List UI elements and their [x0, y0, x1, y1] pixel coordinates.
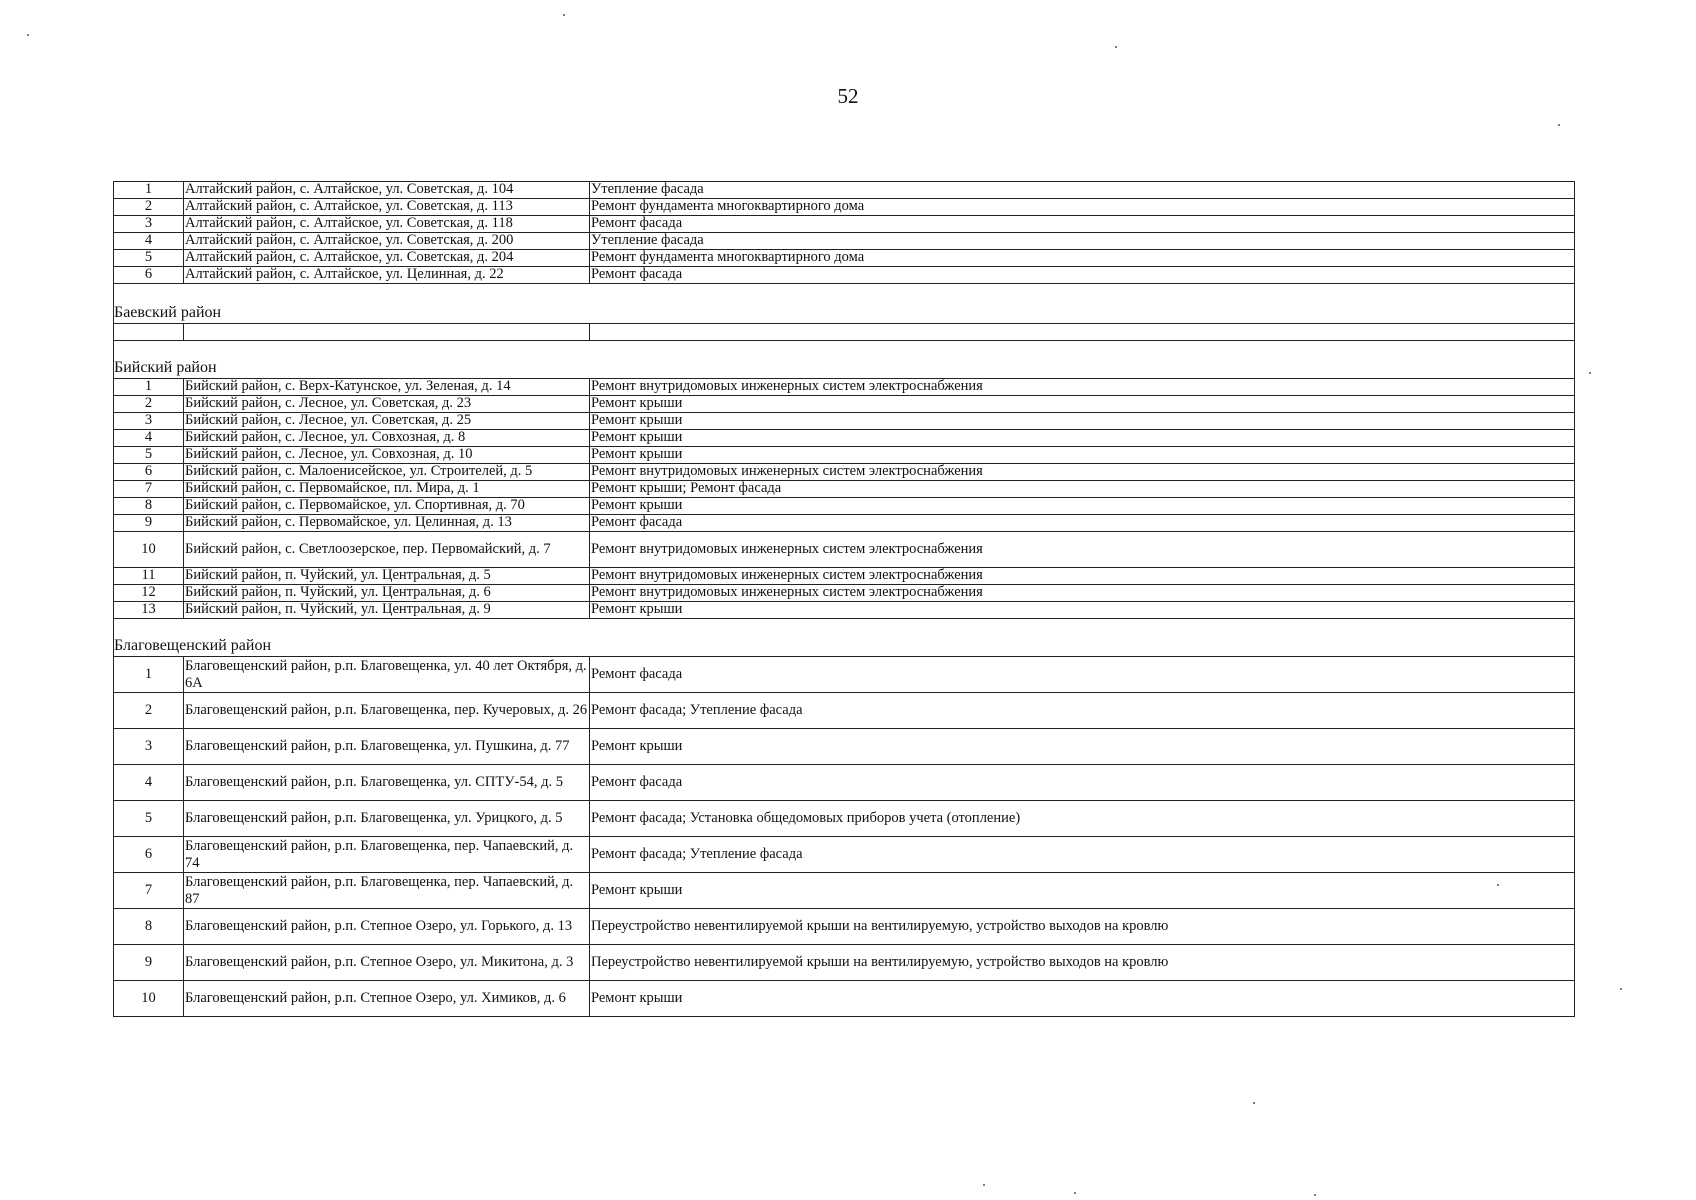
table-row [114, 447, 1575, 464]
repair-list-table [113, 181, 1575, 1017]
address-cell: Бийский район, с. Лесное, ул. Советская, д. 23 [184, 396, 590, 413]
row-number: 4 [114, 765, 184, 801]
work-type-cell: Ремонт внутридомовых инженерных систем электроснабжения [590, 532, 1575, 568]
work-type-cell: Ремонт крыши [590, 873, 1575, 909]
work-type-cell: Ремонт крыши [590, 430, 1575, 447]
row-number: 8 [114, 909, 184, 945]
address-cell: Благовещенский район, р.п. Благовещенка, ул. Пушкина, д. 77 [184, 729, 590, 765]
address-cell: Благовещенский район, р.п. Благовещенка, пер. Чапаевский, д. 74 [184, 837, 590, 873]
scan-speck [1074, 1192, 1076, 1194]
row-number: 11 [114, 568, 184, 585]
scan-speck [1558, 124, 1560, 126]
work-type-cell: Ремонт фасада [590, 216, 1575, 233]
scan-speck [1589, 372, 1591, 374]
row-number: 9 [114, 945, 184, 981]
work-type-cell: Ремонт крыши [590, 729, 1575, 765]
table-row [114, 481, 1575, 498]
row-number: 5 [114, 801, 184, 837]
scan-speck [1253, 1102, 1255, 1104]
table-row [114, 602, 1575, 619]
row-number: 2 [114, 199, 184, 216]
row-number: 7 [114, 481, 184, 498]
address-cell: Алтайский район, с. Алтайское, ул. Советская, д. 204 [184, 250, 590, 267]
address-cell: Благовещенский район, р.п. Степное Озеро, ул. Химиков, д. 6 [184, 981, 590, 1017]
address-cell: Алтайский район, с. Алтайское, ул. Советская, д. 113 [184, 199, 590, 216]
work-type-cell: Переустройство невентилируемой крыши на вентилируемую, устройство выходов на кровлю [590, 945, 1575, 981]
empty-row [114, 324, 1575, 341]
section-row [114, 619, 1575, 657]
table-row [114, 233, 1575, 250]
row-number: 4 [114, 430, 184, 447]
scan-speck [1620, 988, 1622, 990]
address-cell: Бийский район, п. Чуйский, ул. Центральная, д. 6 [184, 585, 590, 602]
work-type-cell: Ремонт крыши [590, 447, 1575, 464]
row-number: 2 [114, 693, 184, 729]
table-row [114, 837, 1575, 873]
row-number: 4 [114, 233, 184, 250]
table-row [114, 413, 1575, 430]
row-number: 1 [114, 379, 184, 396]
table-row [114, 873, 1575, 909]
row-number: 1 [114, 182, 184, 199]
work-type-cell: Ремонт фасада [590, 765, 1575, 801]
address-cell [184, 324, 590, 341]
table-row [114, 250, 1575, 267]
table-row [114, 945, 1575, 981]
address-cell: Благовещенский район, р.п. Благовещенка, пер. Кучеровых, д. 26 [184, 693, 590, 729]
work-type-cell: Ремонт фасада [590, 267, 1575, 284]
work-type-cell: Ремонт внутридомовых инженерных систем электроснабжения [590, 464, 1575, 481]
scan-speck [27, 34, 29, 36]
row-number: 12 [114, 585, 184, 602]
row-number: 5 [114, 447, 184, 464]
section-row [114, 284, 1575, 324]
address-cell: Благовещенский район, р.п. Благовещенка, ул. Урицкого, д. 5 [184, 801, 590, 837]
work-type-cell: Ремонт крыши [590, 602, 1575, 619]
address-cell: Благовещенский район, р.п. Благовещенка, ул. 40 лет Октября, д. 6А [184, 657, 590, 693]
address-cell: Алтайский район, с. Алтайское, ул. Целинная, д. 22 [184, 267, 590, 284]
work-type-cell: Ремонт внутридомовых инженерных систем электроснабжения [590, 585, 1575, 602]
section-title: Бийский район [114, 341, 1575, 379]
table-row [114, 267, 1575, 284]
table-row [114, 801, 1575, 837]
row-number: 8 [114, 498, 184, 515]
table-row [114, 693, 1575, 729]
address-cell: Бийский район, с. Лесное, ул. Советская, д. 25 [184, 413, 590, 430]
table-row [114, 216, 1575, 233]
work-type-cell: Переустройство невентилируемой крыши на вентилируемую, устройство выходов на кровлю [590, 909, 1575, 945]
address-cell: Бийский район, с. Лесное, ул. Совхозная, д. 10 [184, 447, 590, 464]
address-cell: Алтайский район, с. Алтайское, ул. Советская, д. 118 [184, 216, 590, 233]
work-type-cell: Ремонт фасада; Утепление фасада [590, 837, 1575, 873]
row-number: 3 [114, 413, 184, 430]
table-row [114, 585, 1575, 602]
row-number: 2 [114, 396, 184, 413]
table-row [114, 657, 1575, 693]
row-number: 3 [114, 216, 184, 233]
table-row [114, 199, 1575, 216]
work-type-cell: Ремонт фасада; Установка общедомовых приборов учета (отопление) [590, 801, 1575, 837]
address-cell: Благовещенский район, р.п. Благовещенка, пер. Чапаевский, д. 87 [184, 873, 590, 909]
row-number: 10 [114, 532, 184, 568]
work-type-cell: Утепление фасада [590, 182, 1575, 199]
address-cell: Бийский район, с. Первомайское, ул. Целинная, д. 13 [184, 515, 590, 532]
table-row [114, 430, 1575, 447]
section-row [114, 341, 1575, 379]
row-number: 6 [114, 267, 184, 284]
work-type-cell: Ремонт фасада [590, 515, 1575, 532]
table-row [114, 532, 1575, 568]
work-type-cell: Ремонт крыши [590, 396, 1575, 413]
work-type-cell: Ремонт крыши; Ремонт фасада [590, 481, 1575, 498]
table-row [114, 379, 1575, 396]
work-type-cell: Ремонт крыши [590, 981, 1575, 1017]
row-number: 10 [114, 981, 184, 1017]
scan-speck [563, 14, 565, 16]
work-type-cell: Ремонт крыши [590, 413, 1575, 430]
table-row [114, 765, 1575, 801]
table-row [114, 909, 1575, 945]
address-cell: Алтайский район, с. Алтайское, ул. Советская, д. 200 [184, 233, 590, 250]
work-type-cell: Ремонт внутридомовых инженерных систем электроснабжения [590, 568, 1575, 585]
row-number: 13 [114, 602, 184, 619]
row-number: 7 [114, 873, 184, 909]
address-cell: Бийский район, п. Чуйский, ул. Центральная, д. 5 [184, 568, 590, 585]
table-row [114, 396, 1575, 413]
address-cell: Бийский район, с. Первомайское, ул. Спортивная, д. 70 [184, 498, 590, 515]
work-type-cell: Ремонт фасада [590, 657, 1575, 693]
row-number: 6 [114, 837, 184, 873]
work-type-cell: Ремонт фундамента многоквартирного дома [590, 250, 1575, 267]
address-cell: Благовещенский район, р.п. Степное Озеро, ул. Горького, д. 13 [184, 909, 590, 945]
address-cell: Бийский район, с. Первомайское, пл. Мира, д. 1 [184, 481, 590, 498]
work-type-cell: Ремонт крыши [590, 498, 1575, 515]
work-type-cell: Ремонт внутридомовых инженерных систем электроснабжения [590, 379, 1575, 396]
row-number: 6 [114, 464, 184, 481]
table-row [114, 729, 1575, 765]
address-cell: Бийский район, с. Верх-Катунское, ул. Зеленая, д. 14 [184, 379, 590, 396]
work-type-cell: Утепление фасада [590, 233, 1575, 250]
row-number: 9 [114, 515, 184, 532]
section-title: Баевский район [114, 284, 1575, 324]
scan-speck [983, 1184, 985, 1186]
scan-speck [1115, 46, 1117, 48]
address-cell: Алтайский район, с. Алтайское, ул. Советская, д. 104 [184, 182, 590, 199]
address-cell: Бийский район, п. Чуйский, ул. Центральная, д. 9 [184, 602, 590, 619]
address-cell: Благовещенский район, р.п. Степное Озеро, ул. Микитона, д. 3 [184, 945, 590, 981]
table-row [114, 498, 1575, 515]
address-cell: Бийский район, с. Светлоозерское, пер. Первомайский, д. 7 [184, 532, 590, 568]
row-number [114, 324, 184, 341]
scan-speck [1497, 884, 1499, 886]
work-type-cell: Ремонт фасада; Утепление фасада [590, 693, 1575, 729]
table-row [114, 568, 1575, 585]
table-row [114, 981, 1575, 1017]
address-cell: Бийский район, с. Малоенисейское, ул. Строителей, д. 5 [184, 464, 590, 481]
work-type-cell: Ремонт фундамента многоквартирного дома [590, 199, 1575, 216]
address-cell: Бийский район, с. Лесное, ул. Совхозная, д. 8 [184, 430, 590, 447]
work-type-cell [590, 324, 1575, 341]
section-title: Благовещенский район [114, 619, 1575, 657]
row-number: 5 [114, 250, 184, 267]
row-number: 3 [114, 729, 184, 765]
scan-speck [1314, 1194, 1316, 1196]
table-row [114, 515, 1575, 532]
table-row [114, 464, 1575, 481]
row-number: 1 [114, 657, 184, 693]
address-cell: Благовещенский район, р.п. Благовещенка, ул. СПТУ-54, д. 5 [184, 765, 590, 801]
page-number: 52 [837, 84, 859, 108]
table-row [114, 182, 1575, 199]
